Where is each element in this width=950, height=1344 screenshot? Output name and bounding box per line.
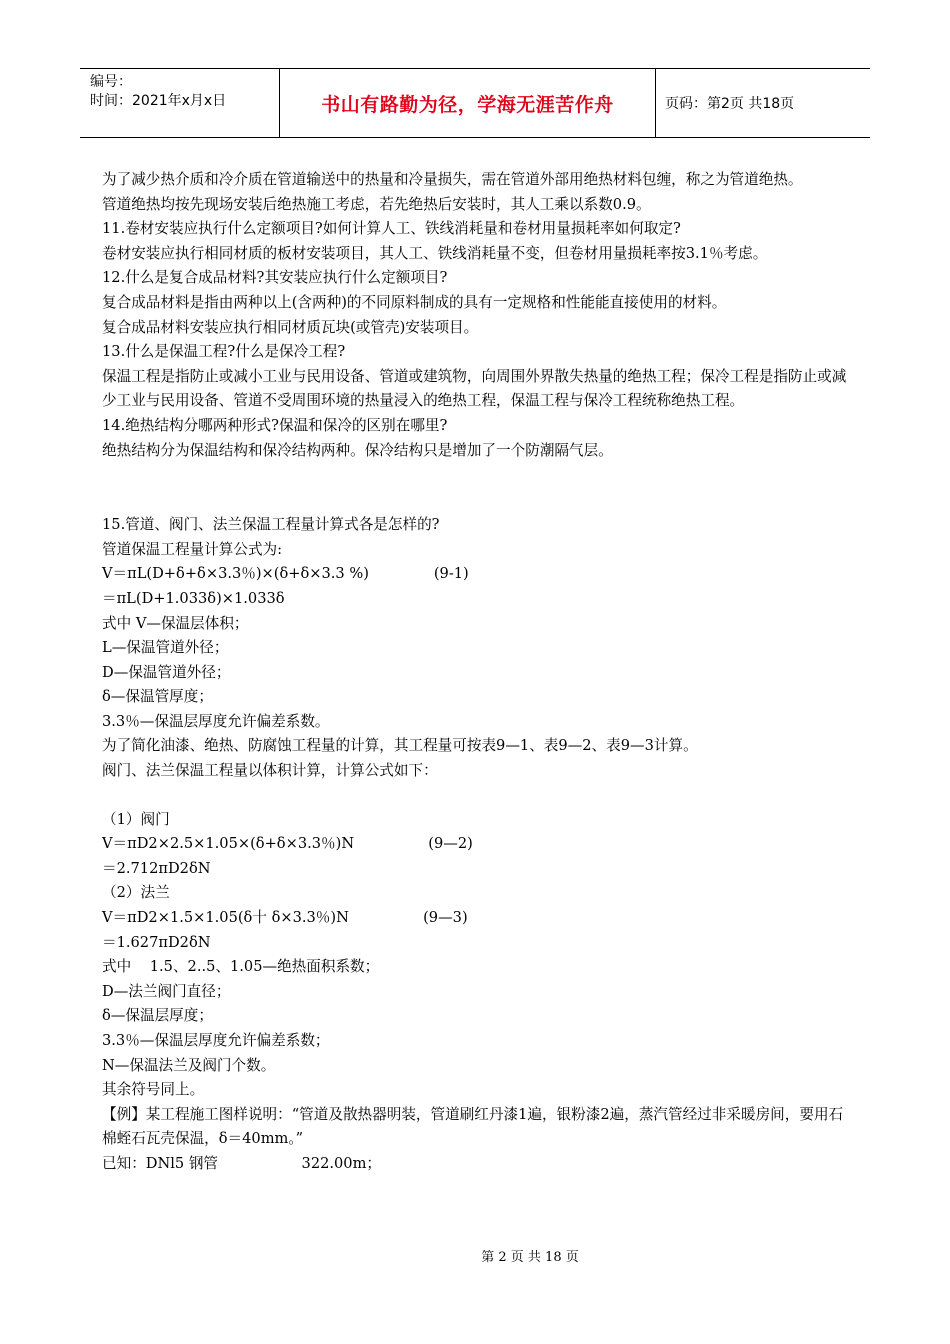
- paragraph: 13.什么是保温工程?什么是保冷工程?: [102, 343, 346, 361]
- paragraph: 3.3％—保温层厚度允许偏差系数。: [102, 712, 330, 730]
- paragraph: 为了简化油漆、绝热、防腐蚀工程量的计算，其工程量可按表9—1、表9—2、表9—3计算。: [102, 737, 698, 755]
- paragraph: N—保温法兰及阀门个数。: [102, 1056, 276, 1074]
- section-a: [102, 168, 854, 463]
- paragraph: 其余符号同上。: [102, 1081, 205, 1099]
- paragraph: ＝1.627πD2δN: [102, 933, 211, 951]
- paragraph: 11.卷材安装应执行什么定额项目?如何计算人工、铁线消耗量和卷材用量损耗率如何取定?: [102, 220, 681, 238]
- paragraph: V＝πD2×1.5×1.05(δ十 δ×3.3％)N (9—3): [102, 909, 468, 927]
- paragraph: 管道绝热均按先现场安装后绝热施工考虑，若先绝热后安装时，其人工乘以系数0.9。: [102, 195, 651, 213]
- paragraph: 式中 V—保温层体积；: [102, 614, 249, 632]
- paragraph: ＝πL(D+1.033δ)×1.033δ: [102, 589, 285, 607]
- paragraph: （2）法兰: [102, 884, 170, 902]
- paragraph: 为了减少热介质和冷介质在管道输送中的热量和冷量损失，需在管道外部用绝热材料包缠，称之为管道绝热。: [102, 171, 803, 188]
- paragraph: 卷材安装应执行相同材质的板材安装项目，其人工、铁线消耗量不变，但卷材用量损耗率按3.1％考虑。: [102, 244, 768, 262]
- paragraph: 保温工程是指防止或减小工业与民用设备、管道或建筑物，向周围外界散失热量的绝热工程；保冷工程是指防止或减少工业与民用设备、管道不受周围环境的热量浸入的绝热工程，保温工程与保冷工程统称绝热工程。: [102, 367, 847, 410]
- header-meta: [80, 69, 280, 137]
- paragraph: D—法兰阀门直径；: [102, 982, 231, 1000]
- date-label: 时间：2021年x月x日: [90, 93, 227, 109]
- paragraph: ＝2.712πD2δN: [102, 859, 211, 877]
- section-b: [102, 513, 854, 784]
- header-motto: 书山有路勤为径，学海无涯苦作舟: [280, 69, 656, 137]
- page-header: [80, 68, 870, 138]
- paragraph: δ—保温管厚度；: [102, 688, 213, 706]
- paragraph: 15.管道、阀门、法兰保温工程量计算式各是怎样的?: [102, 516, 440, 534]
- paragraph: δ—保温层厚度；: [102, 1007, 213, 1025]
- paragraph: （1）阀门: [102, 810, 170, 828]
- header-page-number: 页码：第2页 共18页: [665, 96, 795, 112]
- paragraph: 管道保温工程量计算公式为:: [102, 540, 283, 558]
- document-body: [102, 168, 854, 1177]
- code-label: 编号：: [90, 74, 132, 90]
- paragraph: 14.绝热结构分哪两种形式?保温和保冷的区别在哪里?: [102, 416, 448, 434]
- paragraph: 12.什么是复合成品材料?其安装应执行什么定额项目?: [102, 269, 448, 287]
- blank-gap: [102, 784, 854, 808]
- section-c: [102, 808, 854, 1177]
- paragraph: 已知：DNl5 钢管 322.00m；: [102, 1154, 382, 1172]
- paragraph: D—保温管道外径；: [102, 663, 231, 681]
- paragraph: L—保温管道外径；: [102, 639, 229, 657]
- paragraph: 复合成品材料安装应执行相同材质瓦块(或管壳)安装项目。: [102, 318, 479, 336]
- paragraph: 【例】某工程施工图样说明：“管道及散热器明装，管道刷红丹漆1遍，银粉漆2遍，蒸汽管经过非采暖房间，要用石棉蛭石瓦壳保温，δ＝40mm。”: [102, 1105, 844, 1148]
- page-footer: 第 2 页 共 18 页: [481, 1250, 579, 1265]
- paragraph: V＝πD2×2.5×1.05×(δ+δ×3.3％)N (9—2): [102, 835, 473, 853]
- paragraph: 复合成品材料是指由两种以上(含两种)的不同原料制成的具有一定规格和性能能直接使用的材料。: [102, 293, 727, 311]
- paragraph: 阀门、法兰保温工程量以体积计算，计算公式如下：: [102, 762, 438, 780]
- paragraph: 绝热结构分为保温结构和保冷结构两种。保冷结构只是增加了一个防潮隔气层。: [102, 441, 613, 459]
- paragraph: V＝πL(D+δ+δ×3.3％)×(δ+δ×3.3 %) (9-1): [102, 565, 469, 583]
- paragraph: 3.3％—保温层厚度允许偏差系数；: [102, 1032, 330, 1049]
- blank-gap: [102, 463, 854, 513]
- paragraph: 式中 1.5、2..5、1.05—绝热面积系数；: [102, 958, 380, 976]
